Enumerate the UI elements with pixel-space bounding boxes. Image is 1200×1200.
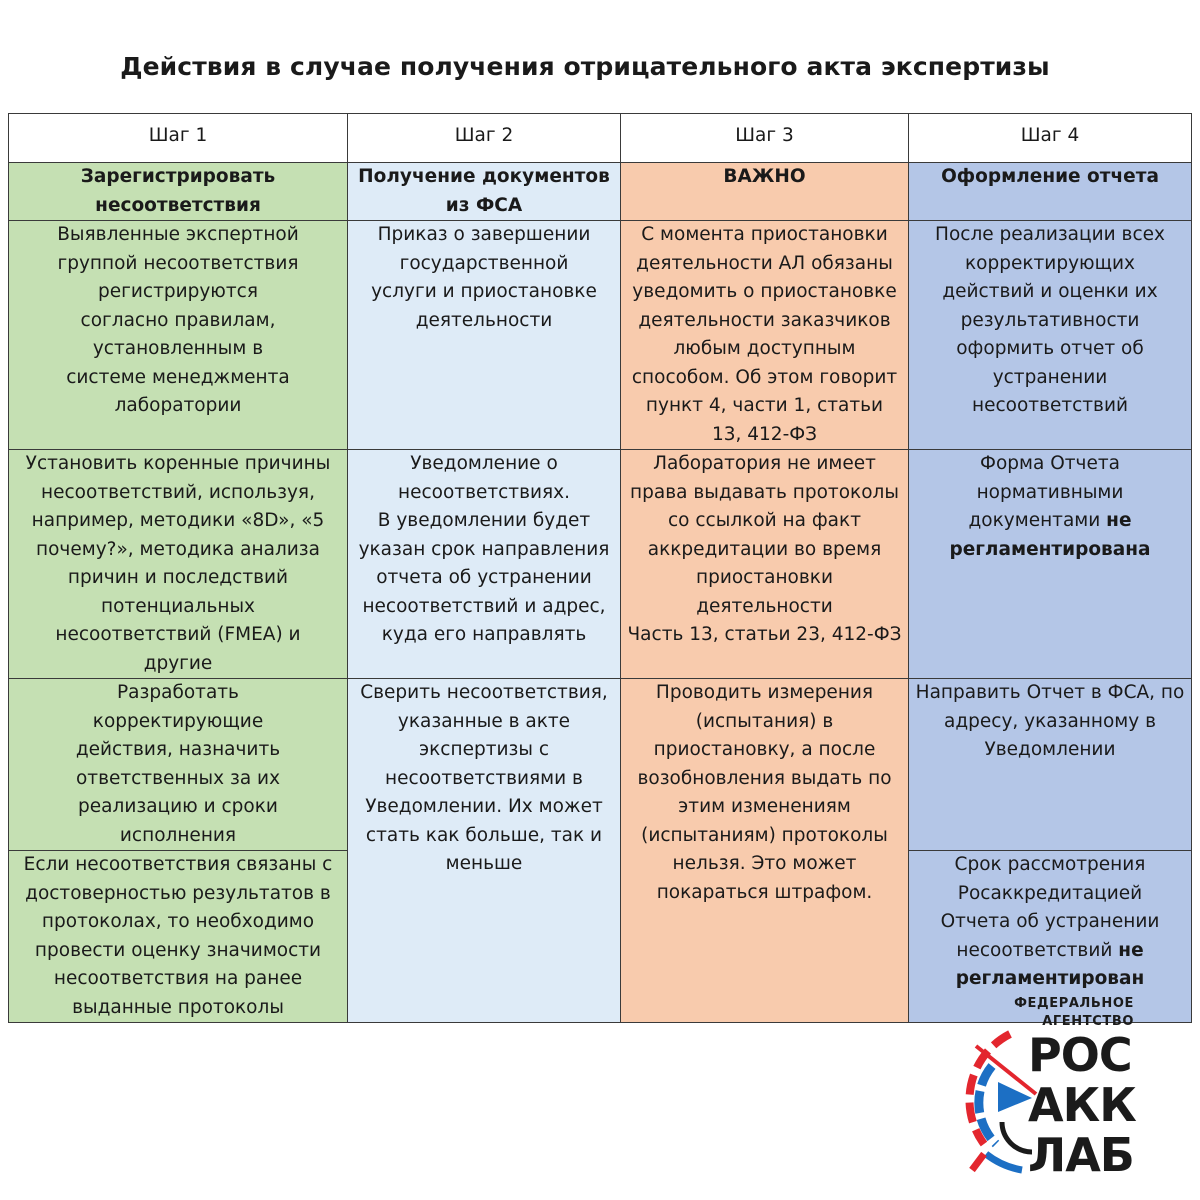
table-header-row	[9, 114, 1192, 163]
subheader-report: Оформление отчета	[909, 163, 1192, 221]
cell-step1-row3: Разработать корректирующие действия, назначить ответственных за их реализацию и сроки исполнения	[9, 679, 348, 851]
step-1-header: Шаг 1	[9, 114, 348, 163]
report-form-text: Форма Отчета нормативными документами	[968, 453, 1124, 531]
notice-text: В уведомлении будет указан срок направления отчета об устранении несоответствий и адрес, куда его направлять	[358, 510, 610, 645]
step-3-header: Шаг 3	[621, 114, 909, 163]
cell-step1-row4: Если несоответствия связаны с достоверностью результатов в протоколах, то необходимо провести оценку значимости несоответствия на ранее выданные протоколы	[9, 851, 348, 1023]
cell-step4-row1: После реализации всех корректирующих действий и оценки их результативности оформить отчет об устранении несоответствий	[909, 221, 1192, 450]
rosakklab-logo	[962, 994, 1142, 1186]
protocol-ban-text: Лаборатория не имеет права выдавать протоколы со ссылкой на факт аккредитации во время приостановки деятельности	[630, 453, 899, 617]
subheader-documents: Получение документов из ФСА	[348, 163, 621, 221]
cell-step2-row3: Сверить несоответствия, указанные в акте экспертизы с несоответствиями в Уведомлении. Их может стать как больше, так и меньше	[348, 679, 621, 1023]
step-2-header: Шаг 2	[348, 114, 621, 163]
cell-step3-row3: Проводить измерения (испытания) в приостановку, а после возобновления выдать по этим изменениям (испытаниям) протоколы нельзя. Это может покараться штрафом.	[621, 679, 909, 1023]
cell-step2-row1: Приказ о завершении государственной услуги и приостановке деятельности	[348, 221, 621, 450]
review-term-bold: не регламентирован	[955, 939, 1145, 989]
law-reference: Часть 13, статьи 23, 412-ФЗ	[627, 624, 902, 645]
cell-step1-row2: Установить коренные причины несоответствий, используя, например, методики «8D», «5 почему?», методика анализа причин и последствий потенциальных несоответствий (FMEA) и другие	[9, 450, 348, 679]
cell-step1-row1: Выявленные экспертной группой несоответствия регистрируются согласно правилам, установленным в системе менеджмента лаборатории	[9, 221, 348, 450]
logo-word-2: АКК	[1028, 1078, 1136, 1132]
logo-line-2: АГЕНТСТВО	[1042, 1014, 1134, 1029]
logo-word-3: ЛАБ	[1028, 1128, 1134, 1182]
report-form-bold: не регламентирована	[949, 510, 1151, 560]
cell-step3-row1: С момента приостановки деятельности АЛ обязаны уведомить о приостановке деятельности заказчиков любым доступным способом. Об этом говорит пункт 4, части 1, статьи 13, 412-ФЗ	[621, 221, 909, 450]
page-title: Действия в случае получения отрицательного акта экспертизы	[120, 52, 1050, 81]
cell-step4-row3: Направить Отчет в ФСА, по адресу, указанному в Уведомлении	[909, 679, 1192, 851]
logo-line-1: ФЕДЕРАЛЬНОЕ	[1014, 996, 1134, 1011]
table-row	[9, 450, 1192, 679]
notice-title: Уведомление о несоответствиях.	[398, 453, 570, 503]
cell-step4-row2	[909, 450, 1192, 679]
subheader-important: ВАЖНО	[621, 163, 909, 221]
cell-step2-row2	[348, 450, 621, 679]
table-row	[9, 679, 1192, 851]
logo-word-1: РОС	[1028, 1028, 1132, 1082]
steps-table	[8, 113, 1192, 1023]
subheader-register: Зарегистрировать несоответствия	[9, 163, 348, 221]
review-term-text: Срок рассмотрения Росаккредитацией Отчета об устранении несоответствий	[940, 854, 1160, 961]
cell-step3-row2	[621, 450, 909, 679]
table-row	[9, 221, 1192, 450]
subheader-row	[9, 163, 1192, 221]
step-4-header: Шаг 4	[909, 114, 1192, 163]
